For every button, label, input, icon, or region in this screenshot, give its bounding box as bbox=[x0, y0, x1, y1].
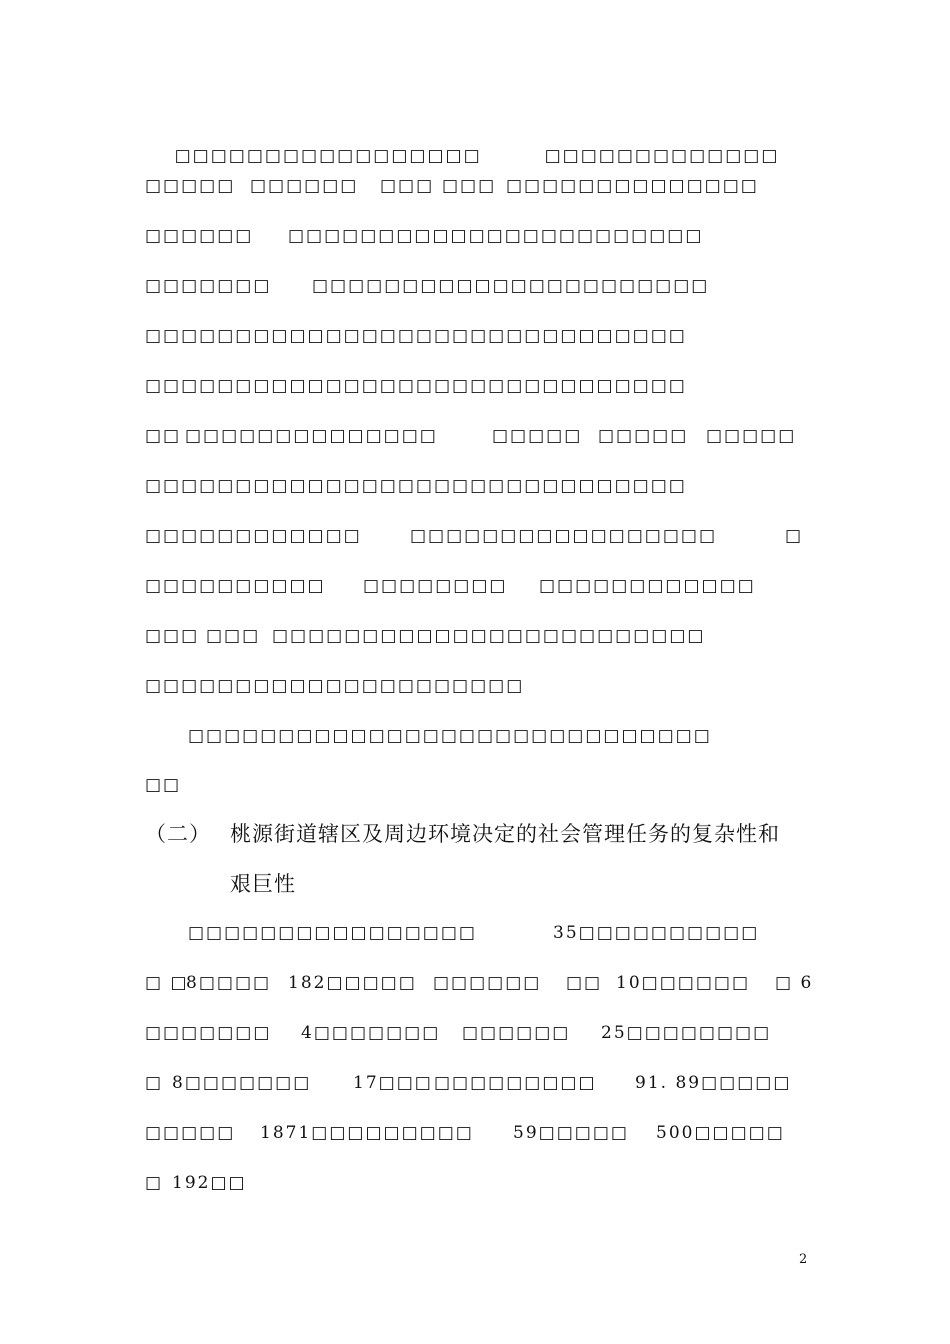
text-line-8 bbox=[145, 476, 687, 496]
text-line-10c bbox=[539, 576, 756, 596]
text-segment: □□□□□□□□□□□□ bbox=[539, 576, 756, 596]
text-line-7b bbox=[185, 426, 438, 446]
stats-line-5a bbox=[145, 1123, 235, 1143]
text-segment: □□□□□□ bbox=[462, 1023, 571, 1043]
section-heading-line-2 bbox=[230, 871, 296, 897]
text-segment: □□□□□□□□□□□□□□□□□ bbox=[174, 146, 482, 166]
stats-line-2c bbox=[288, 973, 417, 993]
stats-line-1a bbox=[188, 923, 477, 943]
text-segment: □□□ bbox=[380, 176, 435, 196]
section-heading-text-2: 艰巨性 bbox=[230, 872, 296, 896]
stats-line-4e bbox=[635, 1073, 791, 1093]
text-segment: □□□□□ bbox=[145, 1123, 236, 1143]
section-heading-line-1 bbox=[230, 821, 780, 847]
text-segment: 91. 89□□□□□ bbox=[635, 1073, 792, 1093]
text-segment: 8□□□□□□□ bbox=[172, 1073, 312, 1093]
stats-line-6a bbox=[145, 1173, 163, 1193]
text-segment: □□□□□□□□□ bbox=[434, 1073, 597, 1093]
text-segment: □□□□□□□□□□□□□□ bbox=[506, 176, 759, 196]
text-segment: 192□□ bbox=[172, 1173, 247, 1193]
section-number-text: （二） bbox=[145, 822, 211, 846]
text-segment: □□ bbox=[145, 426, 182, 446]
text-segment: □□ bbox=[566, 973, 603, 993]
text-segment: □□□□□ bbox=[145, 176, 236, 196]
text-segment: □□□ bbox=[442, 176, 497, 196]
stats-line-4a bbox=[145, 1073, 163, 1093]
text-segment: 17□□□ bbox=[353, 1073, 433, 1093]
stats-line-4b bbox=[172, 1073, 311, 1093]
text-segment: □□□□□□□□ bbox=[363, 576, 508, 596]
text-line-11b bbox=[206, 626, 260, 646]
text-segment: 35□□□□□□□□□□ bbox=[553, 923, 760, 943]
stats-line-3b bbox=[301, 1023, 440, 1043]
stats-line-5b bbox=[260, 1123, 474, 1143]
text-line-4a bbox=[145, 276, 271, 296]
stats-line-2d bbox=[433, 973, 541, 993]
stats-line-3d bbox=[601, 1023, 771, 1043]
text-segment: □□ bbox=[145, 775, 182, 795]
stats-line-2a bbox=[145, 973, 189, 993]
stats-line-4d bbox=[434, 1073, 597, 1093]
text-line-2b bbox=[250, 176, 358, 196]
text-segment: □□□□□□ bbox=[250, 176, 359, 196]
text-segment: 182□□□□□ bbox=[288, 973, 417, 993]
text-line-2c bbox=[380, 176, 434, 196]
text-segment: 10□□□□□□ bbox=[616, 973, 751, 993]
text-segment: □ bbox=[145, 1073, 164, 1093]
text-segment: 59□□□□□ bbox=[513, 1123, 629, 1143]
text-line-5 bbox=[145, 326, 687, 346]
text-segment: □ □ bbox=[145, 973, 189, 993]
stats-line-3a bbox=[145, 1023, 271, 1043]
text-line-9b bbox=[410, 526, 717, 546]
text-segment: □□□□□□□□□□□□□□□□□□□□□□□□□□□□□□ bbox=[145, 326, 687, 346]
text-segment: □□□□□□□□□□□□□□□□□□□□□□ bbox=[312, 276, 710, 296]
text-segment: □□□□□□□ bbox=[145, 276, 272, 296]
stats-line-5c bbox=[513, 1123, 629, 1143]
text-segment: □□□ bbox=[145, 626, 200, 646]
text-segment: □□□□□□□□□□□□□□□□ bbox=[188, 923, 477, 943]
text-segment: □□□□□□ bbox=[145, 226, 254, 246]
text-line-10b bbox=[363, 576, 508, 596]
text-line-11c bbox=[272, 626, 706, 646]
text-line-7a bbox=[145, 426, 181, 446]
text-segment: 25□□□□□□□□ bbox=[601, 1023, 772, 1043]
text-segment: □□□□□□□□□□□□□□□□□ bbox=[410, 526, 718, 546]
text-line-2e bbox=[506, 176, 759, 196]
stats-line-5d bbox=[656, 1123, 785, 1143]
section-number bbox=[145, 821, 211, 847]
text-line-10a bbox=[145, 576, 326, 596]
text-segment: 1871□□□□□□□□□ bbox=[260, 1123, 474, 1143]
text-segment: □□□□□□□□□□□□ bbox=[145, 526, 362, 546]
text-segment: 500□□□□□ bbox=[656, 1123, 785, 1143]
text-segment: 4□□□□□□□ bbox=[301, 1023, 441, 1043]
page-number-text: 2 bbox=[799, 1252, 808, 1267]
text-line-13 bbox=[188, 726, 712, 746]
text-segment: □ bbox=[785, 526, 804, 546]
text-line-2d bbox=[442, 176, 496, 196]
text-segment: 8□□□□ bbox=[186, 973, 272, 993]
text-line-3a bbox=[145, 226, 253, 246]
text-line-7e bbox=[706, 426, 796, 446]
page-number bbox=[799, 1252, 807, 1267]
text-line-2a bbox=[145, 176, 235, 196]
text-line-14 bbox=[145, 775, 181, 795]
stats-line-2g bbox=[775, 973, 813, 993]
text-segment: □□□□□□□□□□□□□□ bbox=[185, 426, 438, 446]
stats-line-2e bbox=[566, 973, 602, 993]
text-segment: □□□□□□ bbox=[433, 973, 542, 993]
text-segment: □□□□□□□□□□□□□□□□□□□□□□□ bbox=[288, 226, 704, 246]
text-segment: □□□ bbox=[206, 626, 261, 646]
stats-line-6b bbox=[172, 1173, 247, 1193]
text-segment: □□□□□□□□□□□□□□□□□□□□□□□□□□□□□ bbox=[188, 726, 712, 746]
stats-line-1b bbox=[553, 923, 759, 943]
text-segment: □□□□□□□□□□ bbox=[145, 576, 326, 596]
text-line-11a bbox=[145, 626, 199, 646]
text-segment: □ bbox=[145, 1173, 164, 1193]
text-segment: □□□□□□□□□□□□□ bbox=[544, 146, 780, 166]
text-line-7d bbox=[598, 426, 688, 446]
text-line-6 bbox=[145, 376, 687, 396]
text-segment: □□□□□□□□□□□□□□□□□□□□□ bbox=[145, 676, 525, 696]
section-heading-text-1: 桃源街道辖区及周边环境决定的社会管理任务的复杂性和 bbox=[230, 822, 780, 846]
stats-line-4c bbox=[353, 1073, 433, 1093]
text-segment: □□□□□ bbox=[598, 426, 689, 446]
text-segment: □□□□□□□ bbox=[145, 1023, 272, 1043]
text-line-12 bbox=[145, 676, 524, 696]
text-segment: □□□□□ bbox=[492, 426, 583, 446]
text-line-9c bbox=[785, 526, 803, 546]
text-segment: □ 6 bbox=[775, 973, 814, 993]
text-segment: □□□□□□□□□□□□□□□□□□□□□□□□□□□□□□ bbox=[145, 376, 687, 396]
stats-line-2b bbox=[186, 973, 271, 993]
stats-line-3c bbox=[462, 1023, 570, 1043]
text-segment: □□□□□□□□□□□□□□□□□□□□□□□□ bbox=[272, 626, 706, 646]
text-line-4b bbox=[312, 276, 709, 296]
text-line-9a bbox=[145, 526, 362, 546]
text-segment: □□□□□ bbox=[706, 426, 797, 446]
text-segment: □□□□□□□□□□□□□□□□□□□□□□□□□□□□□□ bbox=[145, 476, 687, 496]
text-line-7c bbox=[492, 426, 582, 446]
stats-line-2f bbox=[616, 973, 750, 993]
text-line-3b bbox=[288, 226, 703, 246]
